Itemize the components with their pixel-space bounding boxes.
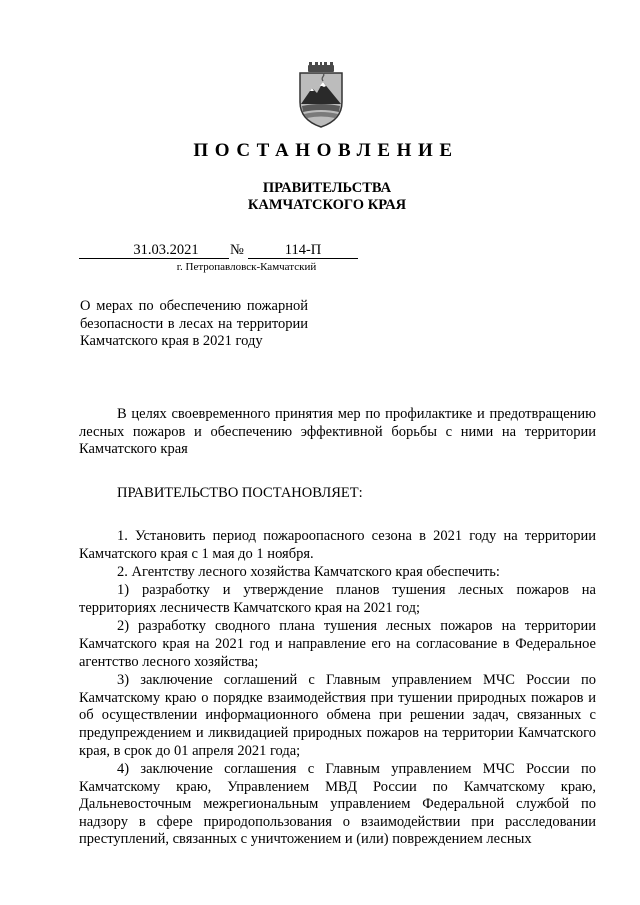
clause-1: 1. Установить период пожароопасного сезона в 2021 году на территории Камчатского края с 1 мая до 1 ноября.	[79, 528, 596, 562]
clause-2-item-1: 1) разработку и утверждение планов тушения лесных пожаров на территориях лесничеств Камчатского края на 2021 год;	[79, 582, 596, 616]
number-sign: №	[230, 242, 244, 258]
coat-of-arms-icon	[296, 62, 346, 128]
date-underline	[79, 258, 229, 259]
clause-2-item-3: 3) заключение соглашений с Главным управлением МЧС России по Камчатскому краю о порядке взаимодействия при тушении природных пожаров и об осуществлении информационного обмена при решении задач, связанных с предупреждением и ликвидацией природных пожаров на территории Камчатского края, в срок до 01 апреля 2021 года;	[79, 672, 596, 759]
clause-2-item-2: 2) разработку сводного плана тушения лесных пожаров на территории Камчатского края на 2021 год и направление его на согласование в Федеральное агентство лесного хозяйства;	[79, 618, 596, 670]
clause-2-item-4: 4) заключение соглашения с Главным управлением МЧС России по Камчатскому краю, Управлением МВД России по Камчатскому краю, Дальневосточным межрегиональным управлением Федеральной службой по надзору в сфере природопользования о взаимодействии при расследовании преступлений, связанных с уничтожением и (или) повреждением лесных	[79, 761, 596, 848]
issuer-line-1: ПРАВИТЕЛЬСТВА	[262, 180, 392, 196]
number-underline	[248, 258, 358, 259]
document-body	[79, 406, 596, 850]
preamble-paragraph: В целях своевременного принятия мер по профилактике и предотвращению лесных пожаров и обеспечению эффективной борьбы с ними на территории Камчатского края	[79, 406, 596, 458]
document-number: 114-П	[284, 242, 322, 258]
document-date: 31.03.2021	[133, 242, 199, 258]
issuer-line-2: КАМЧАТСКОГО КРАЯ	[247, 197, 407, 213]
document-subject: О мерах по обеспечению пожарной безопасности в лесах на территории Камчатского края в 2021 году	[80, 298, 308, 349]
document-type-title: ПОСТАНОВЛЕНИЕ	[193, 140, 459, 161]
clause-2: 2. Агентству лесного хозяйства Камчатского края обеспечить:	[117, 563, 500, 580]
issue-city: г. Петропавловск-Камчатский	[176, 261, 317, 273]
resolution-heading: ПРАВИТЕЛЬСТВО ПОСТАНОВЛЯЕТ:	[117, 484, 363, 501]
